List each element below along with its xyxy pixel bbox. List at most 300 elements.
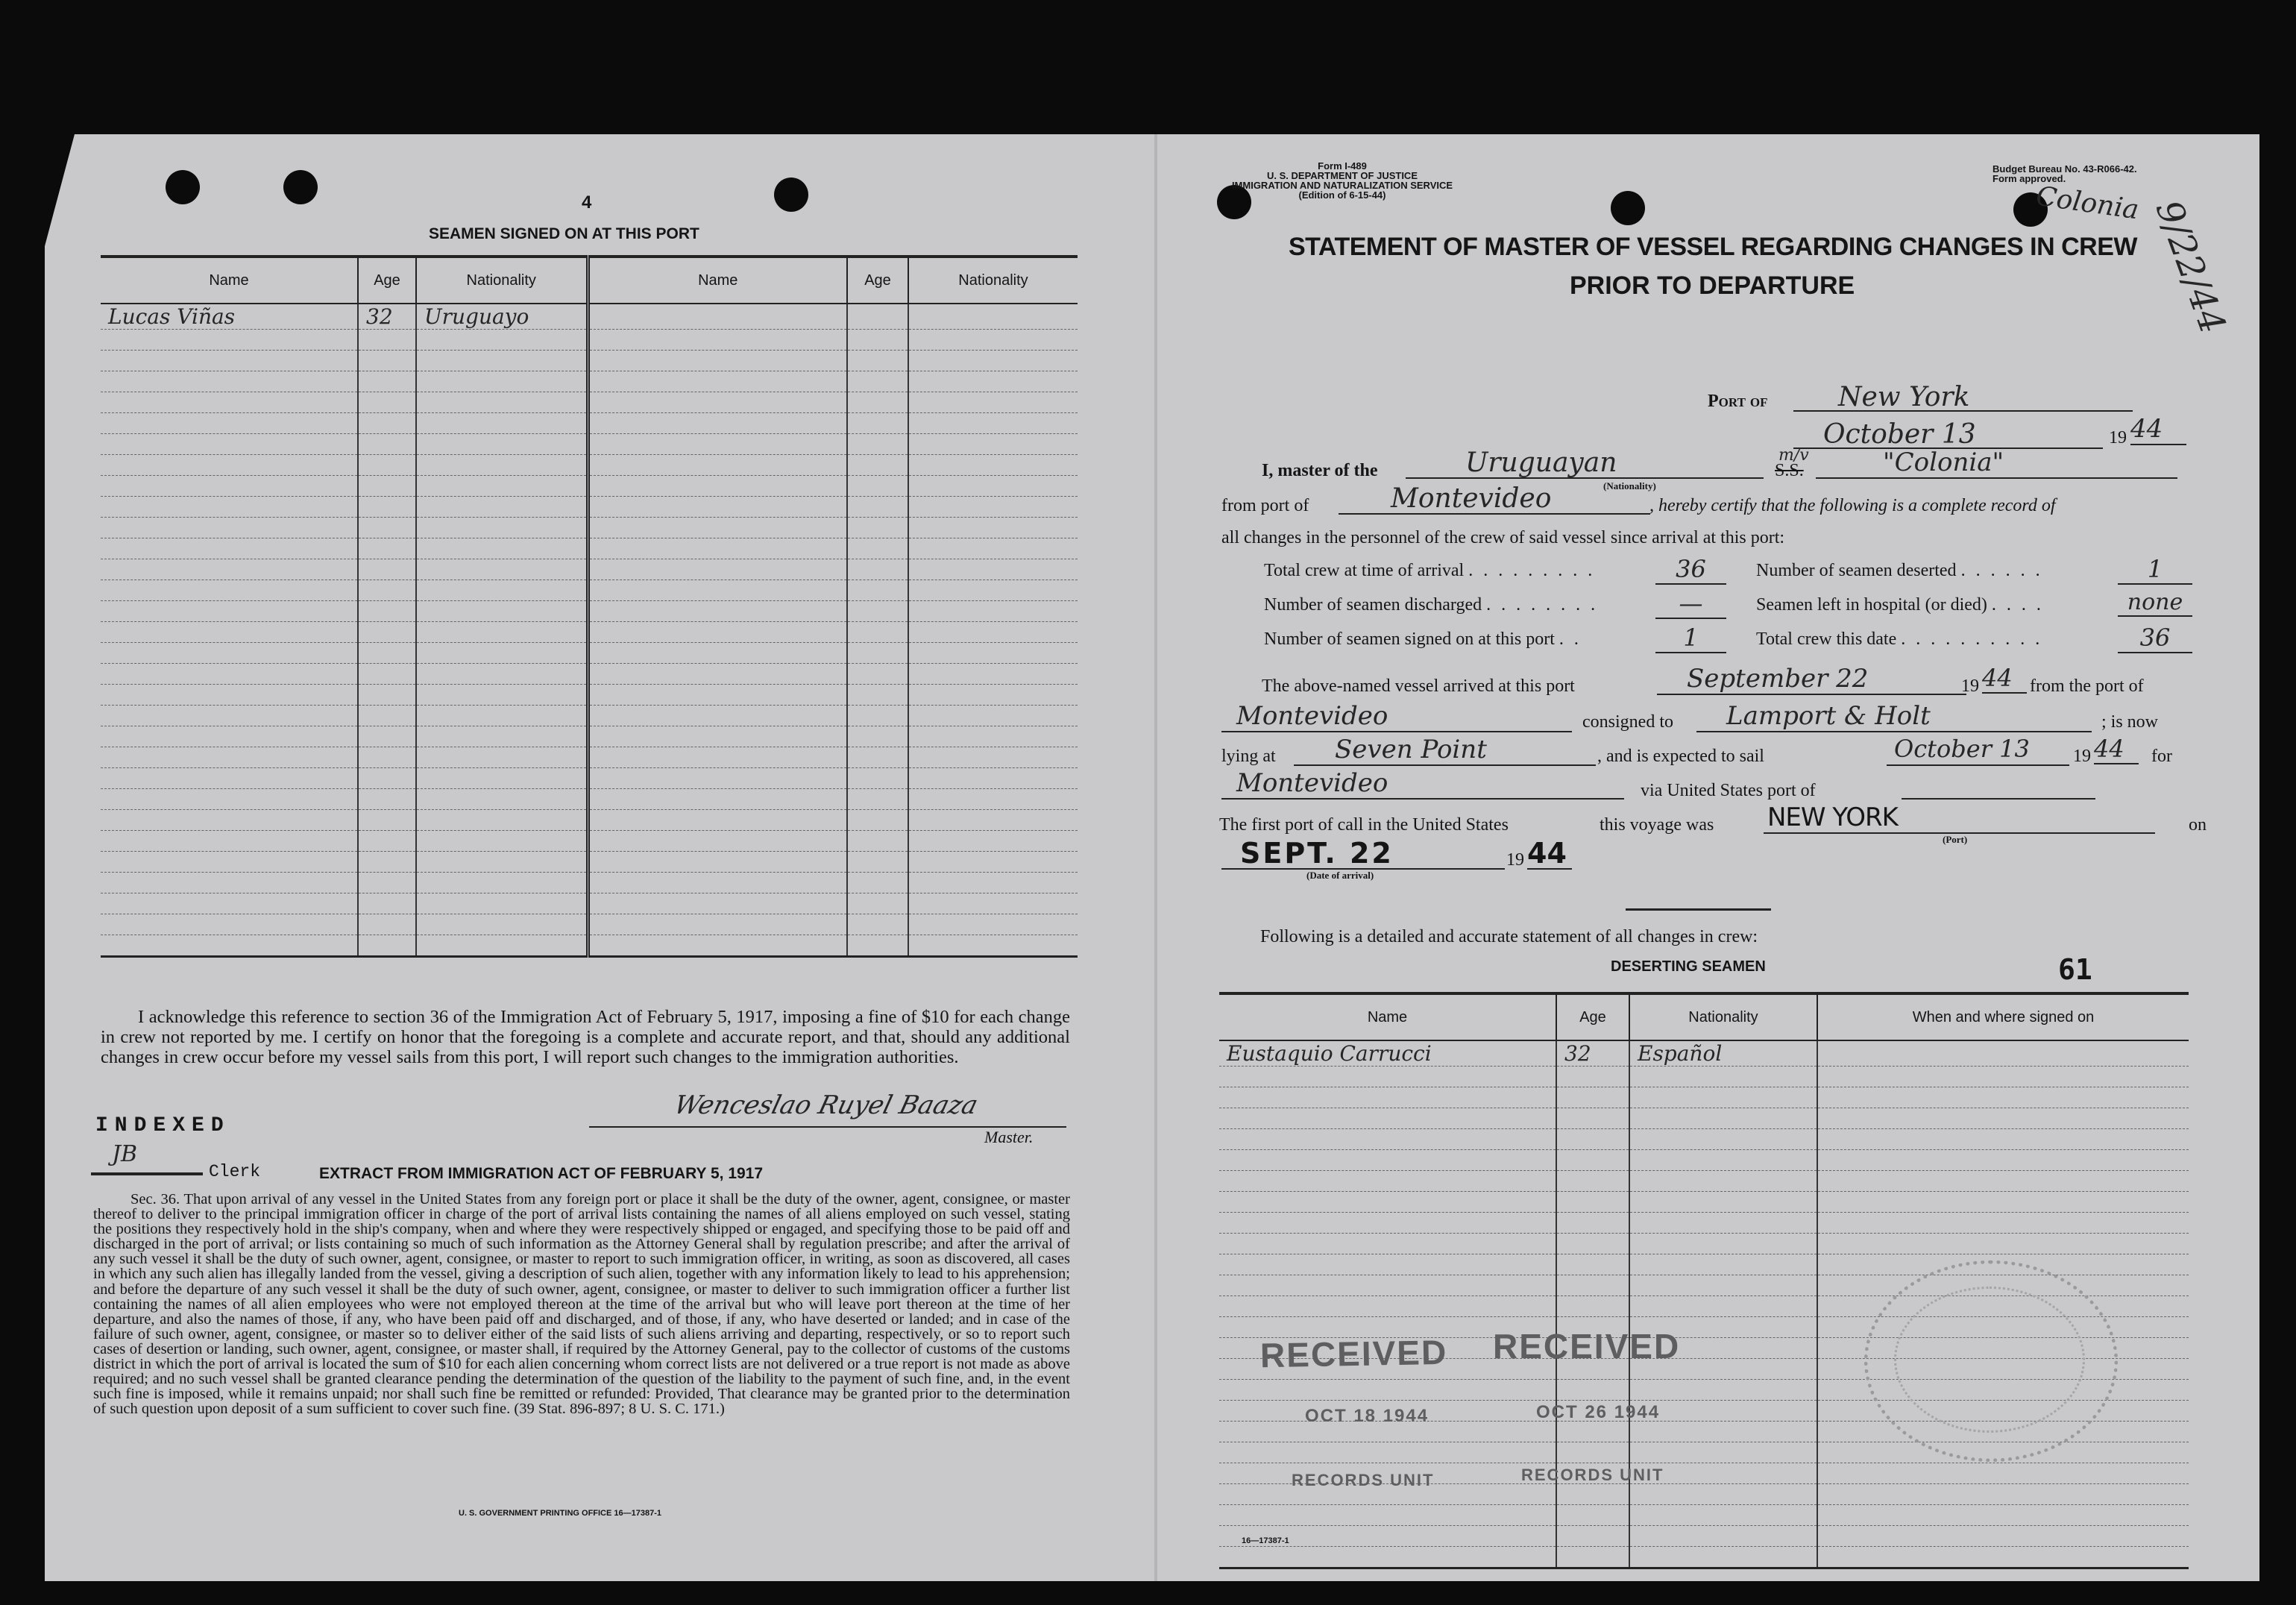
table-cell	[416, 935, 588, 957]
master-signature: Wenceslao Ruyel Baaza	[671, 1090, 981, 1120]
table-row	[1219, 1108, 2189, 1129]
punch-hole	[1611, 191, 1645, 225]
table-cell	[908, 304, 1078, 330]
port-of-label: Port of	[1708, 392, 1768, 411]
circular-seal-inner	[1894, 1287, 2085, 1433]
table-cell	[1556, 1380, 1629, 1401]
punch-hole	[774, 178, 808, 212]
table-cell	[358, 392, 416, 413]
indexed-initials: JB	[112, 1141, 138, 1167]
table-row	[101, 304, 1078, 330]
table-cell	[358, 873, 416, 893]
table-cell	[101, 831, 358, 852]
table-cell	[358, 455, 416, 476]
corner-note-date: 9/22/44	[2147, 195, 2234, 339]
table-cell	[101, 873, 358, 893]
table-cell	[358, 580, 416, 601]
table-cell	[101, 685, 358, 706]
from-port-value: Montevideo	[1391, 483, 1552, 514]
leader-dots: . . . . . . . . .	[1468, 561, 1596, 580]
table-cell	[1219, 1192, 1556, 1213]
stat-value: —	[1655, 589, 1726, 619]
nationality-caption: (Nationality)	[1603, 480, 1656, 491]
form-approved: Form approved.	[1993, 173, 2066, 184]
table-cell	[588, 789, 847, 810]
table-cell	[101, 392, 358, 413]
arrival-year-prefix: 19	[1506, 850, 1524, 870]
table-cell	[416, 392, 588, 413]
table-row	[101, 706, 1078, 726]
table-cell	[1629, 1275, 1817, 1296]
table-cell	[416, 518, 588, 538]
table-cell	[1556, 1275, 1629, 1296]
table-cell	[1629, 1129, 1817, 1150]
table-cell	[416, 706, 588, 726]
table-cell	[101, 747, 358, 768]
column-header: Age	[1556, 993, 1629, 1040]
clerk-line	[91, 1172, 203, 1175]
table-cell	[847, 810, 908, 831]
certify-text: , hereby certify that the following is a complete record of	[1649, 496, 2056, 515]
table-row	[101, 538, 1078, 559]
voyage-label: this voyage was	[1600, 815, 1714, 835]
table-cell	[588, 706, 847, 726]
table-cell	[1629, 1087, 1817, 1108]
table-cell	[588, 304, 847, 330]
table-cell	[101, 810, 358, 831]
budget-bureau	[1993, 164, 2137, 183]
table-cell	[588, 747, 847, 768]
port-of-field	[1793, 382, 2133, 412]
table-cell	[588, 726, 847, 747]
ship-type-hand: m/v	[1778, 446, 1809, 465]
form-title-line1: STATEMENT OF MASTER OF VESSEL REGARDING CHANGES IN CREW	[1289, 233, 2137, 261]
table-cell: Uruguayo	[416, 304, 588, 330]
records-unit: RECORDS UNIT	[1292, 1471, 1435, 1489]
arrival-date-field	[1221, 837, 1505, 870]
table-row	[101, 726, 1078, 747]
table-cell	[1629, 1192, 1817, 1213]
table-cell	[588, 371, 847, 392]
table-cell	[416, 643, 588, 664]
table-cell	[588, 768, 847, 789]
port-caption: (Port)	[1943, 834, 1968, 845]
table-cell	[416, 893, 588, 914]
table-cell	[908, 831, 1078, 852]
table-cell	[847, 643, 908, 664]
table-cell	[588, 580, 847, 601]
table-row	[101, 768, 1078, 789]
table-cell	[1556, 1087, 1629, 1108]
first-port-value: NEW YORK	[1767, 802, 1898, 832]
budget-number: Budget Bureau No. 43-R066-42.	[1993, 163, 2137, 175]
table-cell	[358, 622, 416, 643]
stat-label: Total crew at time of arrival	[1264, 561, 1465, 580]
table-cell	[1629, 1108, 1817, 1129]
leader-dots: . . . .	[1991, 595, 2044, 615]
table-cell	[1629, 1254, 1817, 1275]
table-cell	[358, 371, 416, 392]
table-cell	[1219, 1275, 1556, 1296]
deserting-title: DESERTING SEAMEN	[1611, 958, 1766, 975]
table-cell	[588, 330, 847, 351]
table-cell	[358, 664, 416, 685]
stat-label: Seamen left in hospital (or died)	[1756, 595, 1987, 615]
table-row	[1219, 1067, 2189, 1087]
punch-hole	[166, 170, 200, 204]
table-row	[1219, 1192, 2189, 1213]
table-cell	[358, 768, 416, 789]
table-cell	[847, 371, 908, 392]
table-row	[101, 580, 1078, 601]
punch-hole	[283, 170, 318, 204]
leader-dots: . . . . . . . .	[1486, 595, 1599, 615]
year-prefix: 19	[2109, 428, 2127, 447]
table-row	[101, 413, 1078, 434]
ship-type: S.S.	[1775, 461, 1804, 480]
table-cell	[588, 392, 847, 413]
table-row	[101, 559, 1078, 580]
table-cell	[1556, 1108, 1629, 1129]
stat-total-crew-arrival	[1264, 561, 1595, 581]
table-cell	[1817, 1129, 2189, 1150]
table-cell	[1817, 1484, 2189, 1505]
acknowledgement-text: I acknowledge this reference to section 36 of the Immigration Act of February 5, 1917, imposing a fine of $10 for each change in crew not reported by me. I certify on honor that the foregoing is a complete and accurate report, and that, should any additional changes in crew occur before my vessel sails from this port, I will report such changes to the immigration authorities.	[101, 1007, 1070, 1067]
table-cell	[588, 622, 847, 643]
arrived-value: September 22	[1687, 664, 1869, 694]
column-header: Name	[101, 257, 358, 304]
table-cell	[908, 497, 1078, 518]
table-cell	[908, 518, 1078, 538]
table-cell	[1219, 1254, 1556, 1275]
table-cell	[847, 538, 908, 559]
arrived-year: 44	[1982, 664, 2027, 694]
table-cell	[416, 789, 588, 810]
table-cell	[908, 476, 1078, 497]
table-cell	[101, 538, 358, 559]
table-cell	[1219, 1505, 1556, 1526]
table-cell	[358, 476, 416, 497]
table-row	[101, 893, 1078, 914]
table-cell: Lucas Viñas	[101, 304, 358, 330]
table-row	[101, 330, 1078, 351]
table-cell	[908, 706, 1078, 726]
table-cell	[358, 330, 416, 351]
table-cell	[847, 747, 908, 768]
table-row	[101, 622, 1078, 643]
table-cell	[908, 935, 1078, 957]
table-cell	[908, 622, 1078, 643]
table-cell	[416, 747, 588, 768]
table-cell	[908, 810, 1078, 831]
nationality-field	[1406, 447, 1764, 479]
table-row	[101, 685, 1078, 706]
table-cell	[1219, 1087, 1556, 1108]
table-cell	[588, 831, 847, 852]
table-cell	[358, 726, 416, 747]
table-cell	[1817, 1547, 2189, 1568]
table-cell	[588, 559, 847, 580]
table-cell	[358, 351, 416, 371]
table-cell	[847, 706, 908, 726]
table-row	[1219, 1505, 2189, 1526]
table-cell	[847, 789, 908, 810]
table-cell	[101, 643, 358, 664]
stat-deserted	[1756, 561, 2043, 581]
table-cell	[416, 538, 588, 559]
table-cell	[101, 497, 358, 518]
table-cell	[358, 893, 416, 914]
table-cell	[1817, 1150, 2189, 1171]
arrival-year: 44	[1527, 837, 1572, 870]
table-cell	[588, 497, 847, 518]
via-label: via United States port of	[1641, 781, 1816, 800]
table-cell	[1556, 1484, 1629, 1505]
table-cell	[101, 852, 358, 873]
arrival-date-value: SEPT. 22	[1240, 837, 1394, 870]
table-cell	[847, 831, 908, 852]
table-cell	[1817, 1040, 2189, 1067]
table-row	[1219, 1129, 2189, 1150]
stat-label: Number of seamen discharged	[1264, 595, 1482, 615]
leader-dots: . . . . . .	[1960, 561, 2043, 580]
indexed-stamp: INDEXED	[95, 1114, 230, 1137]
destination-value: Montevideo	[1236, 768, 1388, 798]
table-cell	[101, 371, 358, 392]
from-port-of-value: Montevideo	[1236, 701, 1388, 731]
table-cell	[588, 351, 847, 371]
table-cell	[847, 392, 908, 413]
table-row	[1219, 1040, 2189, 1067]
table-cell	[908, 392, 1078, 413]
table-cell	[101, 434, 358, 455]
following-text: Following is a detailed and accurate statement of all changes in crew:	[1260, 927, 1758, 946]
table-cell	[416, 476, 588, 497]
column-header: Name	[588, 257, 847, 304]
seamen-signed-on-table	[101, 255, 1078, 958]
expected-year: 44	[2094, 735, 2139, 764]
table-cell: Eustaquio Carrucci	[1219, 1040, 1556, 1067]
table-cell	[908, 455, 1078, 476]
table-cell	[416, 664, 588, 685]
table-cell	[588, 538, 847, 559]
table-cell	[588, 601, 847, 622]
table-cell	[1629, 1150, 1817, 1171]
table-cell	[101, 601, 358, 622]
expected-value: October 13	[1894, 735, 2030, 763]
table-cell	[588, 852, 847, 873]
stat-value: 1	[2118, 555, 2192, 585]
column-header: Nationality	[908, 257, 1078, 304]
table-cell	[847, 852, 908, 873]
footer-code: 16—17387-1	[1242, 1536, 1289, 1545]
table-cell	[1817, 1526, 2189, 1547]
received-stamp: RECEIVED	[1259, 1332, 1448, 1375]
table-cell	[908, 601, 1078, 622]
table-cell	[847, 434, 908, 455]
table-cell	[358, 852, 416, 873]
table-cell	[908, 685, 1078, 706]
table-cell	[908, 559, 1078, 580]
table-cell	[1629, 1380, 1817, 1401]
arrival-caption: (Date of arrival)	[1306, 870, 1374, 881]
column-header: When and where signed on	[1817, 993, 2189, 1040]
table-cell	[358, 685, 416, 706]
table-cell	[1556, 1067, 1629, 1087]
table-cell	[847, 330, 908, 351]
table-cell	[416, 413, 588, 434]
table-cell	[847, 893, 908, 914]
table-cell	[588, 455, 847, 476]
table-cell	[908, 664, 1078, 685]
table-row	[101, 518, 1078, 538]
table-cell	[1556, 1192, 1629, 1213]
table-cell: 32	[358, 304, 416, 330]
table-cell	[847, 873, 908, 893]
received-date: OCT 26 1944	[1536, 1402, 1661, 1422]
table-cell	[1629, 1442, 1817, 1463]
table-cell	[847, 497, 908, 518]
table-cell	[101, 893, 358, 914]
master-label: Master.	[984, 1128, 1034, 1146]
table-cell	[1817, 1213, 2189, 1234]
table-cell	[101, 789, 358, 810]
table-cell	[1219, 1442, 1556, 1463]
consigned-value: Lamport & Holt	[1726, 701, 1931, 731]
table-cell	[101, 768, 358, 789]
table-cell	[847, 580, 908, 601]
table-cell	[358, 914, 416, 935]
table-row	[101, 810, 1078, 831]
table-cell	[416, 726, 588, 747]
table-cell	[588, 893, 847, 914]
table-cell	[1817, 1192, 2189, 1213]
table-cell	[416, 330, 588, 351]
table-cell	[908, 413, 1078, 434]
first-port-field	[1764, 802, 2155, 834]
table-row	[1219, 1526, 2189, 1547]
from-port-of-label: from the port of	[2030, 676, 2144, 696]
torn-corner	[45, 134, 75, 246]
table-row	[101, 351, 1078, 371]
table-row	[1219, 1171, 2189, 1192]
table-cell	[1556, 1526, 1629, 1547]
stat-value: 36	[2118, 624, 2192, 653]
table-cell	[1629, 1234, 1817, 1254]
table-cell	[1219, 1296, 1556, 1317]
table-row	[101, 601, 1078, 622]
table-cell	[908, 726, 1078, 747]
table-row	[101, 455, 1078, 476]
table-cell	[588, 914, 847, 935]
table-cell	[1556, 1171, 1629, 1192]
table-cell	[1556, 1296, 1629, 1317]
table-row	[101, 914, 1078, 935]
form-title-line2: PRIOR TO DEPARTURE	[1570, 271, 1855, 300]
table-cell	[908, 580, 1078, 601]
table-cell	[588, 413, 847, 434]
leader-dots: . . . . . . . . . .	[1901, 629, 2043, 649]
table-cell	[1556, 1129, 1629, 1150]
stat-discharged	[1264, 595, 1598, 615]
table-cell	[908, 371, 1078, 392]
lying-at-label: lying at	[1221, 747, 1276, 766]
table-row	[101, 664, 1078, 685]
master-of-label: I, master of the	[1262, 461, 1378, 480]
table-cell	[1629, 1213, 1817, 1234]
page-fold	[1154, 134, 1157, 1581]
stat-value: none	[2118, 589, 2192, 617]
column-header: Nationality	[416, 257, 588, 304]
expected-year-prefix: 19	[2073, 747, 2091, 766]
column-header: Nationality	[1629, 993, 1817, 1040]
consigned-field	[1696, 701, 2092, 732]
port-of-value: New York	[1838, 382, 1970, 412]
table-cell	[101, 914, 358, 935]
table-cell	[588, 685, 847, 706]
table-cell	[1556, 1422, 1629, 1442]
arrived-field	[1657, 664, 1966, 695]
corner-note-ship: Colonia	[2034, 180, 2141, 226]
destination-field	[1221, 768, 1624, 800]
table-cell	[1219, 1108, 1556, 1129]
table-cell	[908, 873, 1078, 893]
stat-signed-on	[1264, 629, 1582, 650]
table-cell	[1219, 1150, 1556, 1171]
table-cell	[358, 413, 416, 434]
table-cell	[1219, 1547, 1556, 1568]
arrived-year-prefix: 19	[1961, 676, 1979, 696]
expected-field	[1887, 735, 2069, 766]
table-cell	[358, 789, 416, 810]
table-cell	[416, 914, 588, 935]
extract-title: EXTRACT FROM IMMIGRATION ACT OF FEBRUARY 5, 1917	[319, 1165, 764, 1182]
table-cell	[416, 852, 588, 873]
table-cell	[101, 455, 358, 476]
table-cell	[1219, 1067, 1556, 1087]
table-cell	[358, 559, 416, 580]
table-cell	[847, 914, 908, 935]
table-cell	[416, 810, 588, 831]
clerk-label: Clerk	[209, 1162, 261, 1181]
table-cell	[358, 706, 416, 726]
table-cell	[847, 685, 908, 706]
table-cell	[847, 935, 908, 957]
table-cell	[908, 768, 1078, 789]
column-header: Age	[358, 257, 416, 304]
table-cell	[1556, 1547, 1629, 1568]
table-cell	[588, 434, 847, 455]
table-cell	[101, 580, 358, 601]
table-cell	[847, 518, 908, 538]
table-cell	[358, 601, 416, 622]
table-cell	[1629, 1547, 1817, 1568]
table-cell	[908, 330, 1078, 351]
table-cell	[1817, 1505, 2189, 1526]
changes-text: all changes in the personnel of the crew of said vessel since arrival at this port:	[1221, 528, 1785, 547]
table-cell	[1817, 1108, 2189, 1129]
table-cell	[847, 559, 908, 580]
on-label: on	[2189, 815, 2207, 835]
table-cell	[847, 476, 908, 497]
table-cell	[358, 747, 416, 768]
table-cell	[1556, 1505, 1629, 1526]
table-cell	[358, 810, 416, 831]
table-cell	[1629, 1296, 1817, 1317]
table-cell	[101, 330, 358, 351]
table-cell	[908, 434, 1078, 455]
table-cell	[1629, 1505, 1817, 1526]
